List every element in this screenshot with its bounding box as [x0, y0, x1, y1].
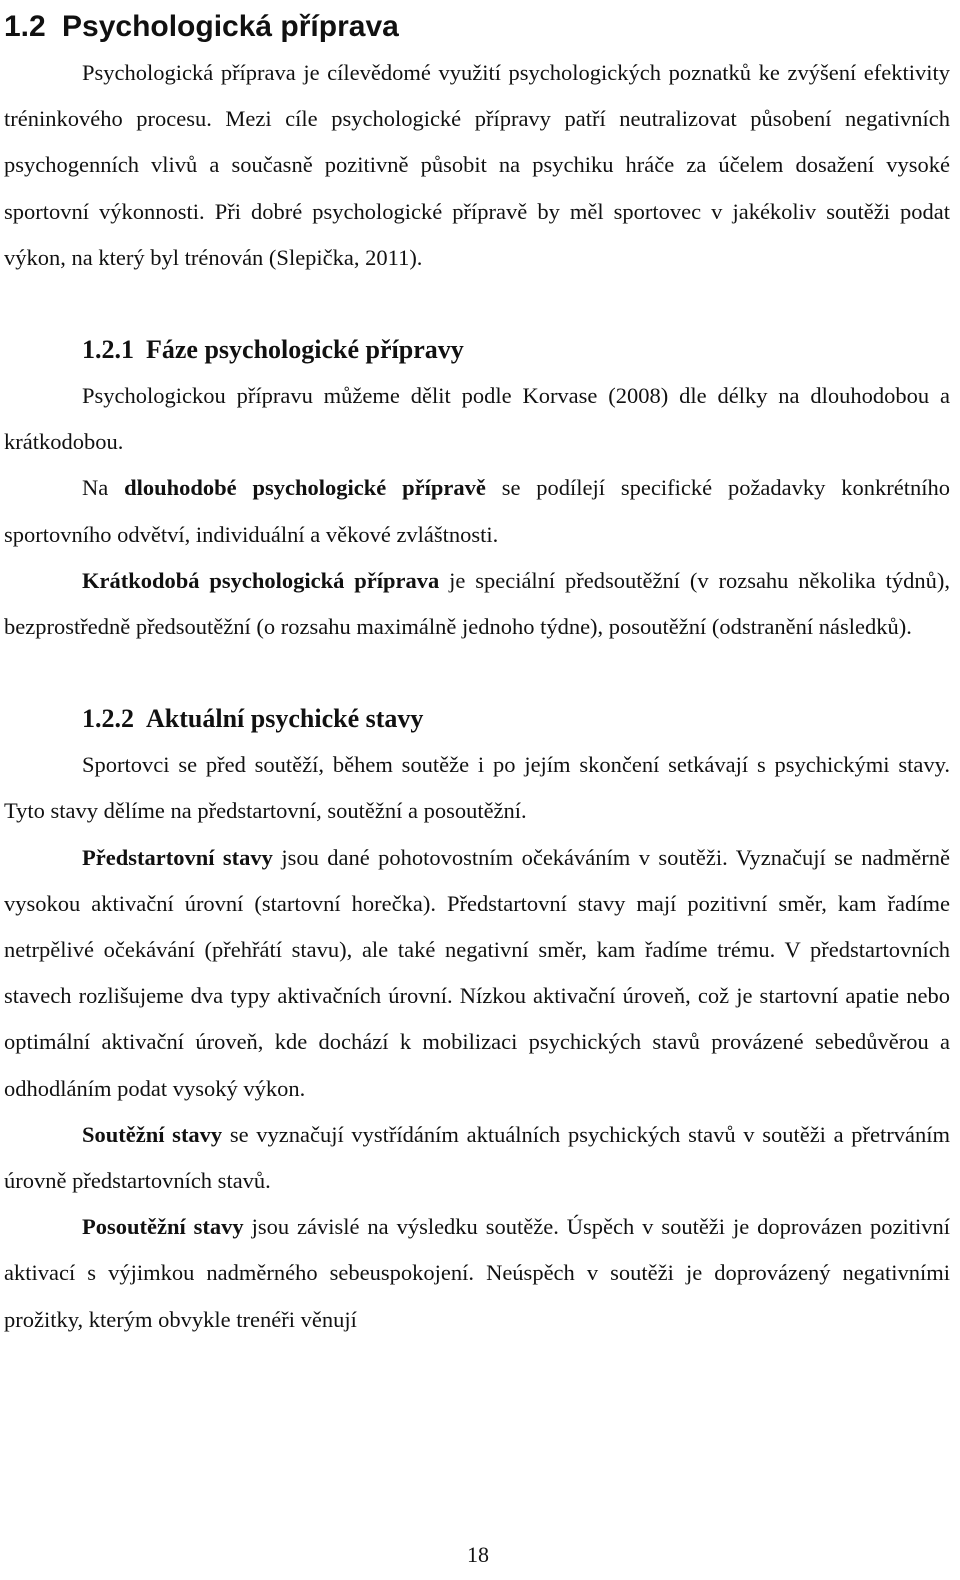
subsection-title: Fáze psychologické přípravy — [146, 335, 464, 365]
paragraph: Psychologickou přípravu můžeme dělit podle Korvase (2008) dle délky na dlouhodobou a krátkodobou. — [4, 383, 950, 455]
paragraph — [4, 1204, 950, 1343]
page-number: 18 — [467, 1542, 489, 1567]
section-title: Psychologická příprava — [62, 10, 399, 43]
section-heading — [4, 8, 950, 50]
subsection-number: 1.2.1 — [82, 335, 134, 365]
paragraph — [4, 835, 950, 1112]
section-number: 1.2 — [4, 10, 46, 43]
subsection-title: Aktuální psychické stavy — [146, 704, 424, 734]
paragraph-text: jsou závislé na výsledku soutěže. Úspěch v soutěži je doprovázen pozitivní aktivací s výjimkou nadměrného sebeuspokojení. Neúspěch v soutěži je doprovázený negativními prožitky, kterým obvykle trenéři věnují — [4, 1214, 950, 1332]
paragraph-text: jsou dané pohotovostním očekáváním v soutěži. Vyznačují se nadměrně vysokou aktivační úrovní (startovní horečka). Předstartovní stavy mají pozitivní směr, kam řadíme netrpělivé očekávání (přehřátí stavu), ale také negativní směr, kam řadíme trému. V předstartovních stavech rozlišujeme dva typy aktivačních úrovní. Nízkou aktivační úroveň, což je startovní apatie nebo optimální aktivační úroveň, kde dochází k mobilizaci psychických stavů provázené sebedůvěrou a odhodláním podat vysoký výkon. — [4, 844, 950, 1101]
paragraph-text: se podílejí specifické požadavky konkrétního sportovního odvětví, individuální a věkové zvláštnosti. — [4, 475, 950, 547]
section-psychologicka-priprava — [4, 8, 950, 281]
paragraph-text: Na — [82, 475, 125, 501]
subsection-heading — [4, 696, 950, 742]
paragraph: Sportovci se před soutěží, během soutěže i po jejím skončení setkávají s psychickými stavy. Tyto stavy dělíme na předstartovní, soutěžní a posoutěžní. — [4, 752, 950, 824]
paragraph — [4, 558, 950, 650]
paragraph-text: je speciální předsoutěžní (v rozsahu několika týdnů), bezprostředně předsoutěžní (o rozsahu maximálně jednoho týdne), posoutěžní (odstranění následků). — [4, 567, 950, 640]
paragraph — [4, 465, 950, 557]
bold-term: Soutěžní stavy — [82, 1121, 223, 1147]
subsection-heading — [4, 327, 950, 373]
bold-term: Posoutěžní stavy — [82, 1214, 244, 1240]
bold-term: dlouhodobé psychologické přípravě — [124, 475, 486, 501]
paragraph-text: se vyznačují vystřídáním aktuálních psychických stavů v soutěži a přetrváním úrovně předstartovních stavů. — [4, 1121, 950, 1194]
intro-paragraph: Psychologická příprava je cílevědomé využití psychologických poznatků ke zvýšení efektivity tréninkového procesu. Mezi cíle psychologické přípravy patří neutralizovat působení negativních psychogenních vlivů a současně pozitivně působit na psychiku hráče za účelem dosažení vysoké sportovní výkonnosti. Při dobré psychologické přípravě by měl sportovec v jakékoliv soutěži podat výkon, na který byl trénován (Slepička, 2011). — [4, 60, 950, 270]
subsection-stavy — [4, 696, 950, 1343]
subsection-faze — [4, 327, 950, 650]
subsection-number: 1.2.2 — [82, 704, 134, 734]
bold-term: Předstartovní stavy — [82, 844, 273, 870]
paragraph — [4, 1112, 950, 1204]
bold-term: Krátkodobá psychologická příprava — [82, 567, 440, 593]
document-page — [4, 0, 950, 1343]
